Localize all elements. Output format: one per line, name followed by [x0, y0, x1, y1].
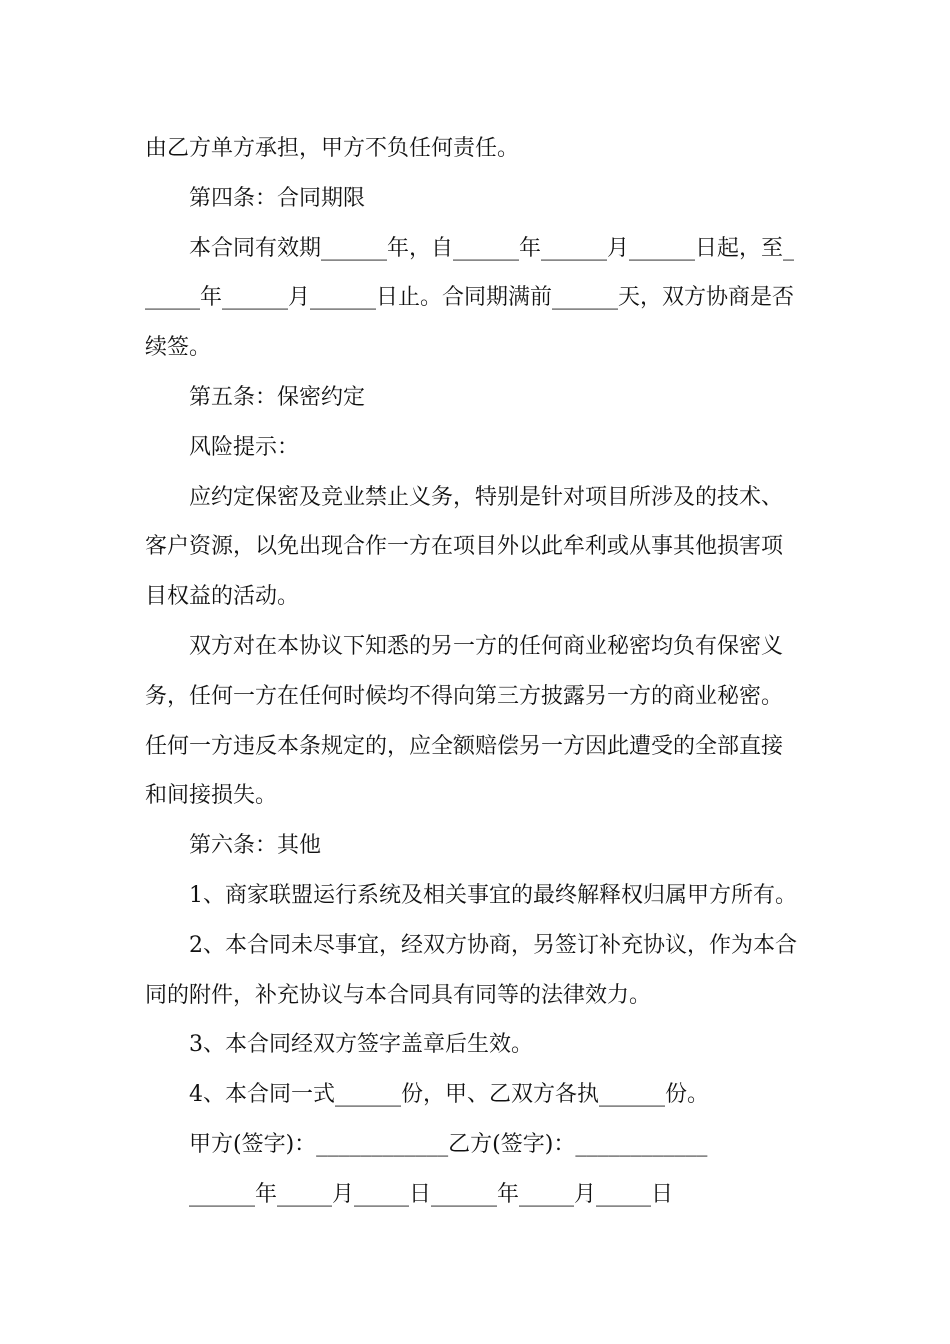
clause-item: 4、本合同一式______份，甲、乙双方各执______份。 [189, 1082, 709, 1108]
text-line: 应约定保密及竞业禁止义务，特别是针对项目所涉及的技术、 [189, 484, 784, 510]
text-line: 双方对在本协议下知悉的另一方的任何商业秘密均负有保密义 [189, 633, 784, 659]
text-line: 本合同有效期______年，自______年______月______日起，至_ [189, 235, 795, 261]
section-heading: 第六条：其他 [189, 833, 322, 859]
text-line: _____年______月______日止。合同期满前______天，双方协商是否 [145, 285, 795, 311]
section-heading: 第四条：合同期限 [189, 185, 366, 211]
clause-item: 1、商家联盟运行系统及相关事宜的最终解释权归属甲方所有。 [189, 882, 797, 908]
text-line: 务，任何一方在任何时候均不得向第三方披露另一方的商业秘密。 [145, 683, 784, 709]
contract-text [145, 124, 815, 1220]
text-line: 由乙方单方承担，甲方不负任何责任。 [145, 136, 520, 161]
text-line: 客户资源，以免出现合作一方在项目外以此牟利或从事其他损害项 [145, 534, 784, 560]
clause-item: 3、本合同经双方签字盖章后生效。 [189, 1032, 533, 1058]
text-line: 任何一方违反本条规定的，应全额赔偿另一方因此遭受的全部直接 [145, 733, 784, 759]
risk-tip-label: 风险提示： [189, 434, 300, 460]
text-line: 同的附件，补充协议与本合同具有同等的法律效力。 [145, 982, 652, 1008]
text-line: 和间接损失。 [145, 783, 278, 809]
clause-item: 2、本合同未尽事宜，经双方协商，另签订补充协议，作为本合 [189, 932, 797, 958]
text-line: 目权益的活动。 [145, 584, 300, 610]
signature-line: 甲方(签字)：____________乙方(签字)：____________ [189, 1131, 708, 1157]
text-line: 续签。 [145, 335, 212, 361]
section-heading: 第五条：保密约定 [189, 384, 366, 410]
date-line: ______年_____月_____日______年_____月_____日 [189, 1181, 674, 1207]
